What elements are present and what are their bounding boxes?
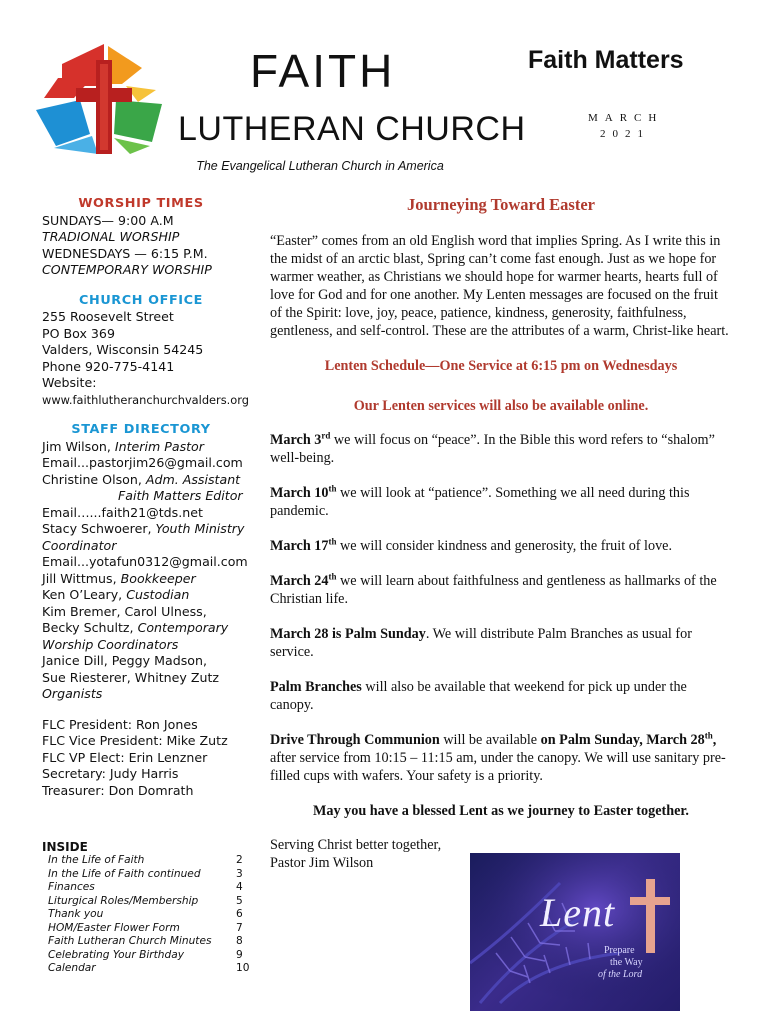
worship-line: SUNDAYS— 9:00 A.M: [42, 212, 174, 228]
march-17-item: March 17th we will consider kindness and generosity, the fruit of love.: [270, 536, 673, 554]
church-name-lutheran: LUTHERAN CHURCH: [178, 110, 526, 148]
inside-heading: INSIDE: [42, 840, 88, 854]
office-street: 255 Roosevelt Street: [42, 309, 174, 324]
communion-item: Drive Through Communion will be available on Palm Sunday, March 28th, after service from 10:15 – 11:15 am, under the canopy. We will use sanitary pre-filled cups with wafers. Your safety is a priority.: [270, 730, 726, 784]
staff-line: Jim Wilson, Interim Pastor: [42, 438, 204, 454]
list-item[interactable]: In the Life of Faith continued 3: [48, 867, 243, 880]
church-name-faith: FAITH: [250, 45, 396, 97]
staff-line: Christine Olson, Adm. Assistant: [42, 471, 241, 487]
inside-contents: [42, 840, 252, 976]
denomination-line: The Evangelical Lutheran Church in America: [196, 159, 444, 173]
officer-line: Treasurer: Don Domrath: [42, 782, 194, 798]
lent-tagline-2: the Way: [610, 957, 643, 968]
office-city: Valders, Wisconsin 54245: [42, 342, 204, 357]
list-item[interactable]: Finances 4: [48, 881, 243, 893]
staff-email[interactable]: Email…...faith21@tds.net: [42, 504, 203, 520]
staff-line: Worship Coordinators: [42, 636, 179, 652]
article-intro: “Easter” comes from an old English word that implies Spring. As I write this in the midst of an arctic blast, Spring can’t come fast enough. Just as we hope for warmer weather, as Christians we should hope for warmer hearts, hearts full of love for God and for one another. My Lenten messages are focused on the fruit of the Spirit: love, joy, peace, patience, kindness, generosity, faithfulness, gentleness, and self-control. These are the attributes of a warm, Christ-like heart.: [270, 233, 729, 339]
worship-times-heading: WORSHIP TIMES: [78, 196, 204, 211]
staff-line: Coordinator: [42, 537, 117, 553]
staff-line: Kim Bremer, Carol Ulness,: [42, 603, 207, 619]
list-item[interactable]: Faith Lutheran Church Minutes 8: [48, 935, 243, 947]
staff-email[interactable]: Email...pastorjim26@gmail.com: [42, 455, 243, 470]
staff-line: Becky Schultz, Contemporary: [42, 620, 229, 635]
palm-sunday-item: March 28 is Palm Sunday. We will distribute Palm Branches as usual for service.: [270, 626, 692, 660]
staff-line: Ken O’Leary, Custodian: [42, 587, 190, 602]
officer-line: FLC President: Ron Jones: [42, 716, 198, 732]
office-pobox: PO Box 369: [42, 325, 115, 341]
staff-line: Jill Wittmus, Bookkeeper: [42, 570, 196, 586]
church-logo: [34, 38, 174, 156]
left-sidebar: [42, 196, 267, 799]
staff-email[interactable]: Email...yotafun0312@gmail.com: [42, 554, 248, 569]
lent-word: Lent: [540, 890, 616, 935]
office-website-label: Website:: [42, 375, 97, 390]
worship-line: WEDNESDAYS — 6:15 P.M.: [42, 245, 208, 261]
signoff-line: Serving Christ better together,: [270, 837, 442, 853]
article-title: Journeying Toward Easter: [407, 195, 595, 214]
newsletter-title: Faith Matters: [528, 46, 684, 74]
online-services-heading: Our Lenten services will also be available online.: [353, 398, 649, 414]
worship-line: CONTEMPORARY WORSHIP: [42, 262, 212, 277]
staff-line: Stacy Schwoerer, Youth Ministry: [42, 521, 245, 536]
church-office-heading: CHURCH OFFICE: [79, 292, 203, 308]
staff-line: Organists: [42, 686, 103, 701]
staff-line: Sue Riesterer, Whitney Zutz: [42, 669, 220, 685]
issue-year: 2021: [600, 128, 650, 140]
blessing-line: May you have a blessed Lent as we journey to Easter together.: [313, 803, 689, 819]
office-website-link[interactable]: www.faithlutheranchurchvalders.org: [42, 392, 249, 407]
palm-branches-item: Palm Branches will also be available that weekend for pick up under the canopy.: [270, 679, 687, 713]
list-item[interactable]: Calendar 10: [48, 962, 250, 974]
staff-directory-heading: STAFF DIRECTORY: [71, 422, 211, 437]
list-item[interactable]: Thank you 6: [48, 908, 243, 920]
lent-tagline-1: Prepare: [604, 945, 635, 956]
staff-line: Janice Dill, Peggy Madson,: [42, 653, 207, 668]
issue-month: MARCH: [588, 112, 664, 124]
officer-line: Secretary: Judy Harris: [42, 766, 179, 781]
lent-tagline-3: of the Lord: [598, 969, 643, 980]
main-article: [270, 196, 732, 872]
lent-graphic: [470, 853, 680, 1011]
list-item[interactable]: In the Life of Faith 2: [48, 854, 243, 866]
list-item[interactable]: HOM/Easter Flower Form 7: [48, 921, 243, 934]
march-3-item: March 3rd we will focus on “peace”. In the Bible this word refers to “shalom” well-being.: [270, 430, 715, 466]
march-10-item: March 10th we will look at “patience”. Something we all need during this pandemic.: [270, 483, 690, 519]
march-24-item: March 24th we will learn about faithfulness and gentleness as hallmarks of the Christian life.: [270, 571, 717, 607]
list-item[interactable]: Liturgical Roles/Membership 5: [48, 894, 243, 907]
officer-line: FLC VP Elect: Erin Lenzner: [42, 749, 208, 765]
staff-line: Faith Matters Editor: [118, 488, 243, 503]
office-phone: Phone 920-775-4141: [42, 358, 175, 374]
lenten-schedule-heading: Lenten Schedule—One Service at 6:15 pm on Wednesdays: [324, 358, 678, 374]
signoff-name: Pastor Jim Wilson: [270, 855, 374, 871]
list-item[interactable]: Celebrating Your Birthday 9: [48, 948, 243, 961]
officer-line: FLC Vice President: Mike Zutz: [42, 733, 228, 748]
worship-line: TRADIONAL WORSHIP: [42, 229, 180, 244]
